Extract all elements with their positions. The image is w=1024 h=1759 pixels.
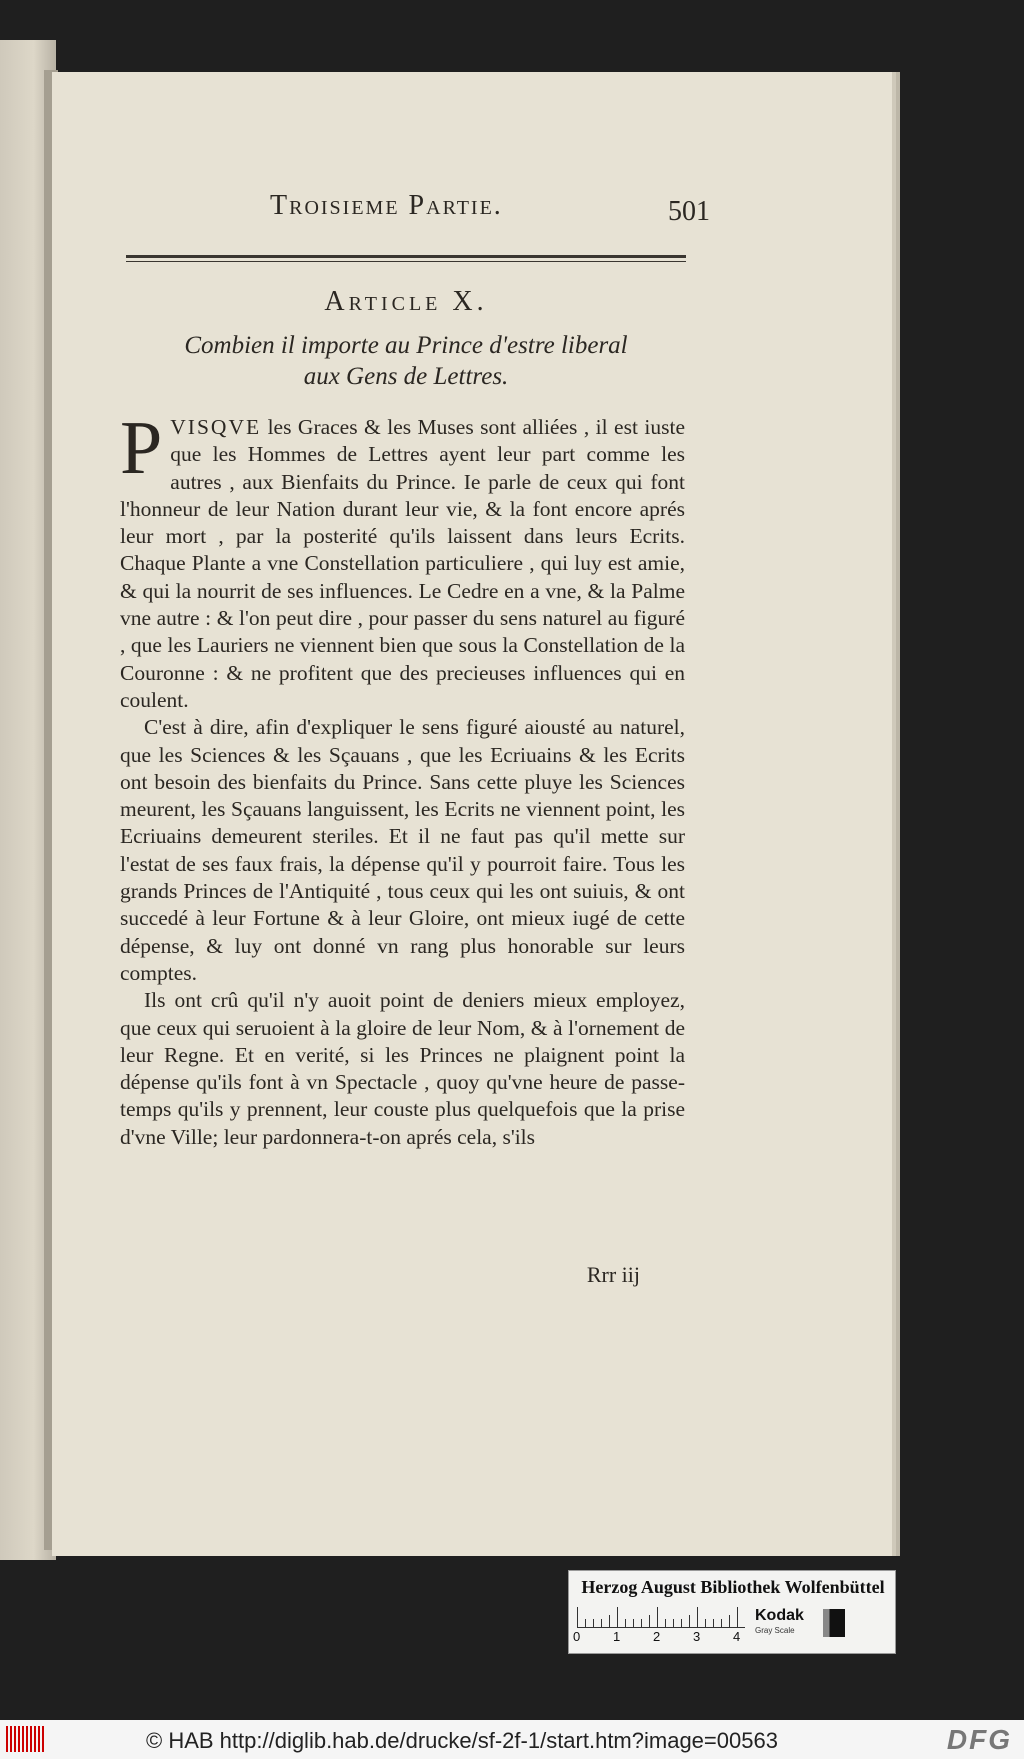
article-title: Article X. [324, 286, 488, 317]
hab-logo-icon [6, 1726, 46, 1752]
body-text [120, 406, 685, 1151]
scale-3: 3 [693, 1629, 701, 1644]
header-rule-thick [126, 255, 686, 258]
subtitle-line-1: Combien il importe au Prince d'estre liberal [184, 332, 628, 359]
paragraph-2: C'est à dire, afin d'expliquer le sens figuré aiousté au naturel, que les Sciences & les Sçauans , que les Ecriuains & les Ecrits ont besoin des bienfaits du Prince. Sans cette pluye les Sciences meurent, les Sçauans languissent, les Ecrits ne viennent point, les Ecriuains demeurent steriles. Et il ne faut pas qu'il mette sur l'estat de ses faux frais, la dépense qu'il y pourroit faire. Tous les grands Princes de l'Antiquité , tous ceux qui les ont suiuis, & ont succedé à leur Fortune & à leur Gloire, ont mieux iugé de cette dépense, & luy ont donné vn rang plus honorable sur leurs comptes. [120, 715, 685, 985]
footer-bar [0, 1720, 1024, 1759]
signature-mark: Rrr iij [586, 1262, 640, 1287]
subtitle-line-2: aux Gens de Lettres. [303, 363, 509, 390]
scale-2: 2 [653, 1629, 661, 1644]
gray-scale-label: Gray Scale [755, 1626, 795, 1635]
article-subtitle [126, 330, 686, 392]
scale-ruler [577, 1607, 745, 1628]
running-head: Troisieme Partie. [270, 190, 503, 221]
paragraph-1-text: les Graces & les Muses sont alliées , il est iuste que les Hommes de Lettres ayent leur part comme les autres , aux Bienfaits du Prince. Ie parle de ceux qui font l'honneur de leur Nation durant leur vie, & la font encore aprés leur mort , par la posterité qu'ils laissent dans leurs Ecrits. Chaque Plante a vne Constellation particuliere , qui luy est amie, & qui la nourrit de ses influences. Le Cedre en a vne, & la Palme vne autre : & l'on peut dire , pour passer du sens naturel au figuré , que les Lauriers ne viennent bien que sous la Constellation de la Couronne : & ne profitent que des precieuses influences qui en coulent. [120, 415, 685, 712]
scale-4: 4 [733, 1629, 741, 1644]
scale-1: 1 [613, 1629, 621, 1644]
library-name: Herzog August Bibliothek Wolfenbüttel [581, 1577, 885, 1597]
dfg-logo: DFG [946, 1724, 1012, 1755]
paragraph-3: Ils ont crû qu'il n'y auoit point de deniers mieux employez, que ceux qui seruoient à la gloire de leur Nom, & à l'ornement de leur Regne. Et en verité, si les Princes ne plaignent point la dépense qu'ils font à vn Spectacle , quoy qu'vne heure de passe-temps qu'ils y prennent, leur couste plus quelquefois que la prise d'vne Ville; leur pardonnera-t-on aprés cela, s'ils [120, 988, 685, 1149]
color-card [568, 1570, 896, 1654]
kodak-logo: Kodak [755, 1607, 804, 1624]
gray-patch [823, 1609, 845, 1637]
footer-credit-link[interactable]: © HAB http://diglib.hab.de/drucke/sf-2f-1/start.htm?image=00563 [146, 1728, 778, 1753]
page-number: 501 [668, 196, 710, 227]
scale-0: 0 [573, 1629, 581, 1644]
header-rule-thin [126, 261, 686, 262]
first-word: VISQVE [170, 415, 262, 439]
drop-cap: P [120, 406, 163, 490]
paragraph-1 [120, 406, 685, 714]
